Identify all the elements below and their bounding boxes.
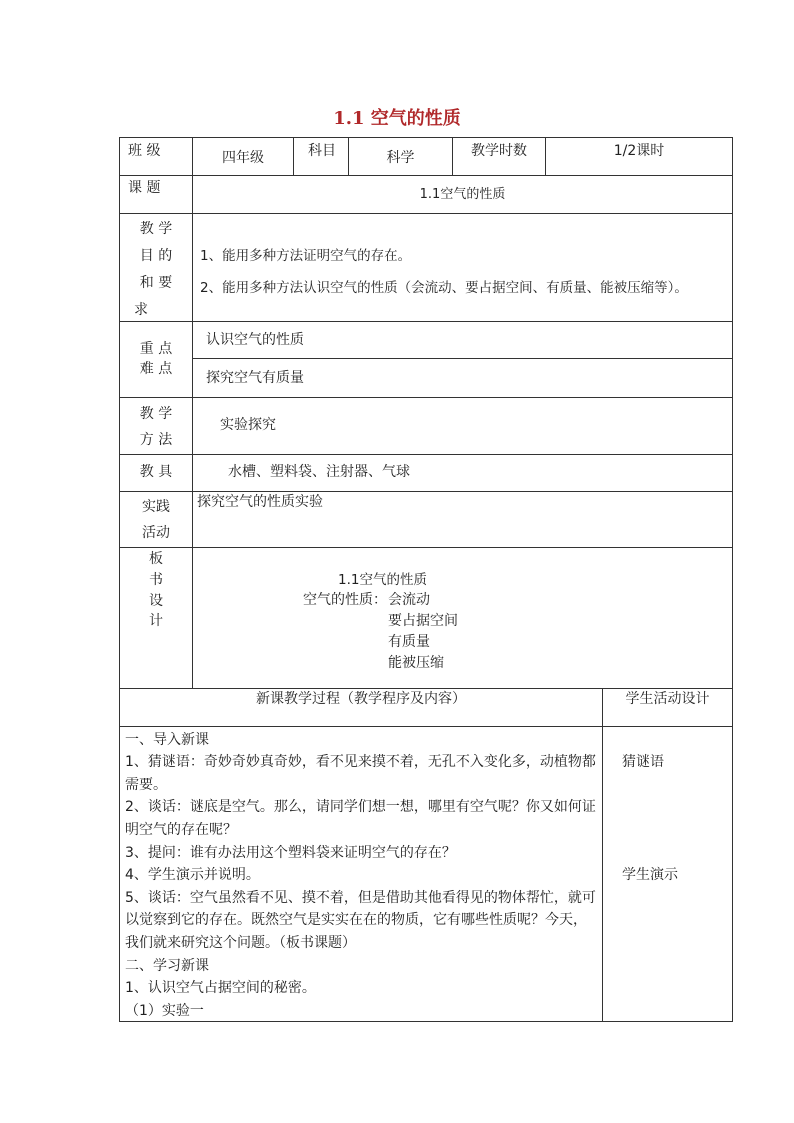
subject-value: 科学 <box>386 150 415 166</box>
process-line: （1）实验一 <box>125 1003 204 1019</box>
process-line: 2、谈话：谜底是空气。那么，请同学们想一想，哪里有空气呢？你又如何证 <box>125 799 596 815</box>
tools-value: 水槽、塑料袋、注射器、气球 <box>228 464 410 480</box>
board-label-line: 计 <box>149 613 163 629</box>
hours-value: 1/2课时 <box>613 143 665 159</box>
process-line: 4、学生演示并说明。 <box>125 867 260 883</box>
table-border-bottom <box>119 1021 733 1022</box>
board-item: 会流动 <box>388 592 430 608</box>
class-value: 四年级 <box>222 150 264 166</box>
class-label: 班 级 <box>128 143 161 159</box>
student-activity-item: 学生演示 <box>622 867 678 883</box>
process-line: 一、导入新课 <box>125 732 209 748</box>
board-item: 要占据空间 <box>388 613 458 629</box>
key-points-label-line: 重 点 <box>139 341 173 357</box>
table-border-top <box>119 137 733 138</box>
process-line: 二、学习新课 <box>125 958 209 974</box>
process-line: 明空气的存在呢？ <box>125 822 237 838</box>
practice-value: 探究空气的性质实验 <box>197 494 323 510</box>
board-prefix: 空气的性质： <box>303 592 387 608</box>
topic-value: 1.1空气的性质 <box>419 187 506 202</box>
tools-label: 教 具 <box>139 464 173 480</box>
method-label-line: 教 学 <box>139 406 173 422</box>
board-item: 有质量 <box>388 634 430 650</box>
board-item: 能被压缩 <box>388 655 444 671</box>
goal-item: 1、能用多种方法证明空气的存在。 <box>200 248 412 264</box>
method-value: 实验探究 <box>220 417 276 433</box>
document-title: 1.1 空气的性质 <box>333 108 461 129</box>
topic-label: 课 题 <box>128 180 161 196</box>
row-divider <box>119 175 733 176</box>
goals-label-line: 求 <box>134 302 148 318</box>
board-label-line: 板 <box>149 551 163 567</box>
process-line: 3、提问：谁有办法用这个塑料袋来证明空气的存在？ <box>125 845 456 861</box>
method-label-line: 方 法 <box>139 432 173 448</box>
goals-label-line: 目 的 <box>139 248 173 264</box>
goals-label-line: 教 学 <box>139 221 173 237</box>
row-divider <box>119 213 733 214</box>
row-divider <box>119 454 733 455</box>
goal-item: 2、能用多种方法认识空气的性质（会流动、要占据空间、有质量、能被压缩等）。 <box>200 280 688 296</box>
table-border-right <box>732 137 733 1022</box>
board-title: 1.1空气的性质 <box>338 572 427 588</box>
board-label-line: 书 <box>149 572 163 588</box>
label-column-divider <box>192 137 193 688</box>
process-column-divider <box>602 688 603 1022</box>
row-divider <box>119 547 733 548</box>
row-divider <box>192 358 733 359</box>
difficult-point-value: 探究空气有质量 <box>206 370 304 386</box>
board-label-line: 设 <box>149 593 163 609</box>
row-divider <box>119 726 733 727</box>
key-points-label-line: 难 点 <box>139 361 173 377</box>
row-divider <box>119 321 733 322</box>
process-line: 我们就来研究这个问题。（板书课题） <box>125 935 356 951</box>
hours-label: 教学时数 <box>471 143 527 159</box>
student-activity-header: 学生活动设计 <box>625 691 710 707</box>
subject-label: 科目 <box>308 143 336 159</box>
practice-label-line: 活动 <box>142 525 170 541</box>
process-line: 1、猜谜语：奇妙奇妙真奇妙，看不见来摸不着，无孔不入变化多，动植物都 <box>125 754 596 770</box>
goals-label-line: 和 要 <box>139 275 173 291</box>
process-line: 1、认识空气占据空间的秘密。 <box>125 980 316 996</box>
header-divider <box>293 137 294 175</box>
row-divider <box>119 397 733 398</box>
practice-label-line: 实践 <box>142 499 170 515</box>
process-line: 以觉察到它的存在。既然空气是实实在在的物质，它有哪些性质呢？今天， <box>125 912 587 928</box>
process-header: 新课教学过程（教学程序及内容） <box>256 691 466 707</box>
key-point-value: 认识空气的性质 <box>206 332 304 348</box>
process-line: 5、谈话：空气虽然看不见、摸不着，但是借助其他看得见的物体帮忙，就可 <box>125 890 596 906</box>
student-activity-item: 猜谜语 <box>622 754 664 770</box>
process-line: 需要。 <box>125 777 167 793</box>
